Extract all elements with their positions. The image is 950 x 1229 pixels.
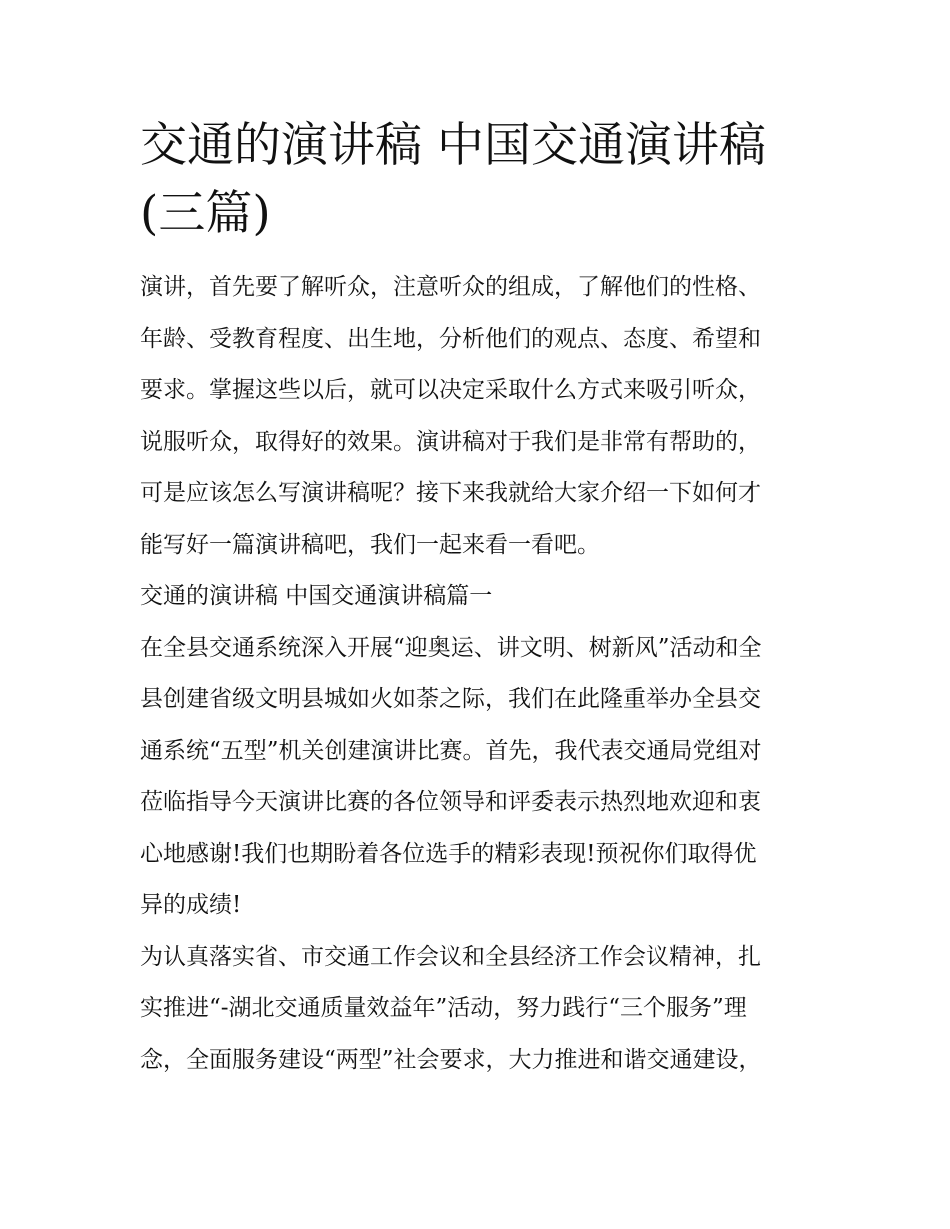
text-line: 念，全面服务建设“两型”社会要求，大力推进和谐交通建设，: [140, 1046, 762, 1073]
intro-paragraph: [140, 262, 820, 571]
text-line: 在全县交通系统深入开展“迎奥运、讲文明、树新风”活动和全: [140, 634, 762, 661]
document-content: [140, 112, 820, 1086]
title-line: (三篇): [140, 186, 271, 241]
text-line: 演讲，首先要了解听众，注意听众的组成，了解他们的性格、: [140, 274, 761, 300]
document-title: [140, 112, 820, 248]
text-line: 能写好一篇演讲稿吧，我们一起来看一看吧。: [140, 531, 600, 558]
text-line: 通系统“五型”机关创建演讲比赛。首先，我代表交通局党组对: [140, 737, 762, 764]
text-line: 莅临指导今天演讲比赛的各位领导和评委表示热烈地欢迎和衷: [140, 789, 761, 815]
body-paragraph-1: [140, 623, 820, 932]
text-line: 县创建省级文明县城如火如荼之际，我们在此隆重举办全县交: [140, 686, 761, 712]
text-line: 心地感谢!我们也期盼着各位选手的精彩表现!预祝你们取得优: [140, 840, 757, 867]
text-line: 要求。掌握这些以后，就可以决定采取什么方式来吸引听众，: [140, 377, 761, 403]
text-line: 可是应该怎么写演讲稿呢？接下来我就给大家介绍一下如何才: [140, 480, 761, 506]
text-line: 为认真落实省、市交通工作会议和全县经济工作会议精神，扎: [140, 943, 761, 970]
title-line: 交通的演讲稿 中国交通演讲稿: [140, 118, 766, 173]
text-line: 实推进“-湖北交通质量效益年”活动，努力践行“三个服务”理: [140, 995, 747, 1021]
text-line: 年龄、受教育程度、出生地，分析他们的观点、态度、希望和: [140, 325, 761, 352]
text-line: 异的成绩!: [140, 892, 242, 918]
document-body: [140, 262, 820, 1086]
section-heading: 交通的演讲稿 中国交通演讲稿篇一: [140, 583, 493, 609]
text-line: 说服听众，取得好的效果。演讲稿对于我们是非常有帮助的，: [140, 428, 761, 455]
body-paragraph-2: [140, 932, 820, 1087]
